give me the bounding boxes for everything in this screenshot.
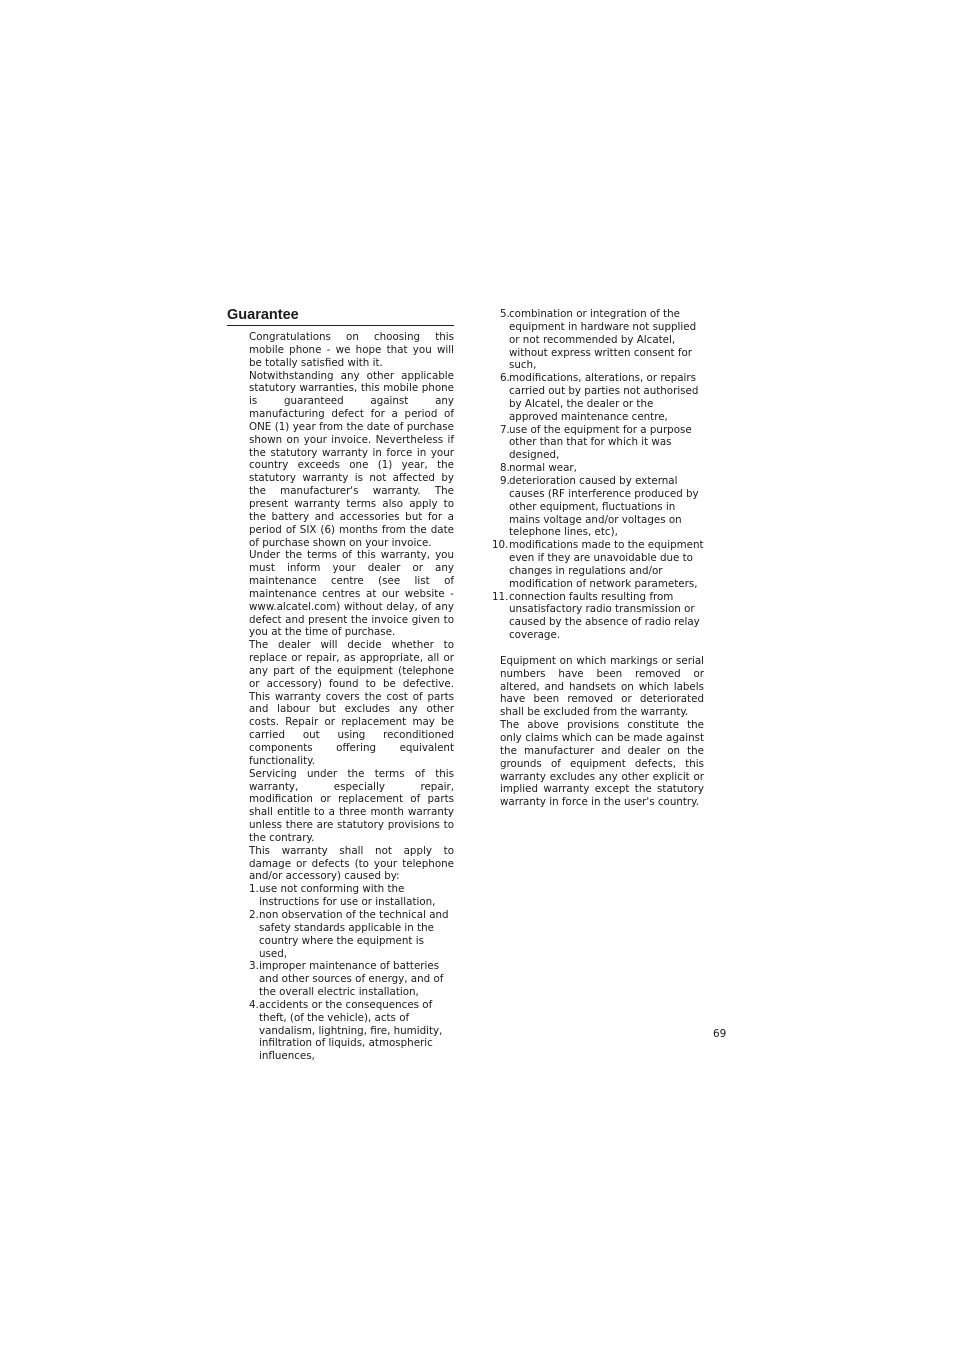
list-number: 4. bbox=[249, 998, 259, 1011]
list-text: connection faults resulting from unsatisfactory radio transmission or caused by the absence of radio relay coverage. bbox=[509, 590, 700, 642]
list-number: 8. bbox=[500, 462, 510, 475]
right-column bbox=[492, 308, 704, 809]
list-number: 3. bbox=[249, 960, 259, 973]
list-number: 10. bbox=[492, 539, 509, 552]
defect-notice-paragraph: Under the terms of this warranty, you must inform your dealer or any maintenance centre (see list of maintenance centres at our website - www.alcatel.com) without delay, of any defect and present the invoice given to you at the time of purchase. bbox=[249, 549, 454, 639]
list-text: combination or integration of the equipment in hardware not supplied or not recommended by Alcatel, without express written consent for such, bbox=[509, 308, 697, 372]
list-item bbox=[500, 475, 704, 539]
markings-paragraph: Equipment on which markings or serial numbers have been removed or altered, and handsets on which labels have been removed or deteriorated shall be excluded from the warranty. bbox=[500, 654, 704, 719]
list-text: non observation of the technical and safety standards applicable in the country where the equipment is used, bbox=[259, 908, 449, 960]
list-text: modifications, alterations, or repairs carried out by parties not authorised by Alcatel, the dealer or the approved maintenance centre, bbox=[509, 372, 699, 423]
page-number: 69 bbox=[713, 1028, 727, 1040]
list-number: 9. bbox=[500, 474, 510, 487]
warranty-period-paragraph: Notwithstanding any other applicable statutory warranties, this mobile phone is guaranteed against any manufacturing defect for a period of ONE (1) year from the date of purchase shown on your invoice. Nevertheless if the statutory warranty in force in your country exceeds one (1) year, the statutory warranty is not affected by the manufacturer's warranty. The present warranty terms also apply to the battery and accessories but for a period of SIX (6) months from the date of purchase shown on your invoice. bbox=[249, 369, 454, 549]
list-item bbox=[249, 883, 454, 909]
list-item bbox=[249, 909, 454, 960]
list-number: 7. bbox=[500, 423, 510, 436]
list-number: 11. bbox=[492, 590, 509, 603]
page-title: Guarantee bbox=[227, 307, 454, 326]
exclusions-intro-paragraph: This warranty shall not apply to damage or defects (to your telephone and/or accessory) caused by: bbox=[249, 844, 454, 883]
list-item bbox=[500, 424, 704, 463]
list-item bbox=[500, 308, 704, 372]
list-item bbox=[500, 462, 704, 475]
list-item bbox=[249, 960, 454, 999]
intro-paragraph: Congratulations on choosing this mobile phone - we hope that you will be totally satisfied with it. bbox=[249, 331, 454, 369]
list-item bbox=[492, 539, 704, 590]
list-text: improper maintenance of batteries and other sources of energy, and of the overall electric installation, bbox=[259, 960, 444, 999]
left-column bbox=[249, 331, 454, 1063]
spacer bbox=[500, 642, 704, 655]
list-number: 5. bbox=[500, 308, 510, 320]
servicing-paragraph: Servicing under the terms of this warranty, especially repair, modification or replacement of parts shall entitle to a three month warranty unless there are statutory provisions to the contrary. bbox=[249, 767, 454, 844]
list-item bbox=[492, 590, 704, 642]
list-number: 1. bbox=[249, 883, 259, 896]
list-item bbox=[500, 372, 704, 423]
list-number: 6. bbox=[500, 372, 510, 385]
list-number: 2. bbox=[249, 908, 259, 921]
repair-replace-paragraph: The dealer will decide whether to replace or repair, as appropriate, all or any part of the equipment (telephone or accessory) found to be defective. This warranty covers the cost of parts and labour but excludes any other costs. Repair or replacement may be carried out using reconditioned components offering equivalent functionality. bbox=[249, 639, 454, 767]
list-item bbox=[249, 999, 454, 1063]
list-text: use of the equipment for a purpose other than that for which it was designed, bbox=[509, 423, 692, 462]
list-text: accidents or the consequences of theft, (of the vehicle), acts of vandalism, lightning, fire, humidity, infiltration of liquids, atmospheric influences, bbox=[259, 998, 443, 1063]
list-text: use not conforming with the instructions for use or installation, bbox=[259, 883, 436, 909]
list-text: modifications made to the equipment even if they are unavoidable due to changes in regulations and/or modification of network parameters, bbox=[509, 539, 704, 590]
list-text: deterioration caused by external causes (RF interference produced by other equipment, fluctuations in mains voltage and/or voltages on telephone lines, etc), bbox=[509, 474, 699, 539]
provisions-paragraph: The above provisions constitute the only claims which can be made against the manufacturer and dealer on the grounds of equipment defects, this warranty excludes any other explicit or implied warranty except the statutory warranty in force in the user's country. bbox=[500, 719, 704, 809]
list-text: normal wear, bbox=[509, 462, 577, 475]
